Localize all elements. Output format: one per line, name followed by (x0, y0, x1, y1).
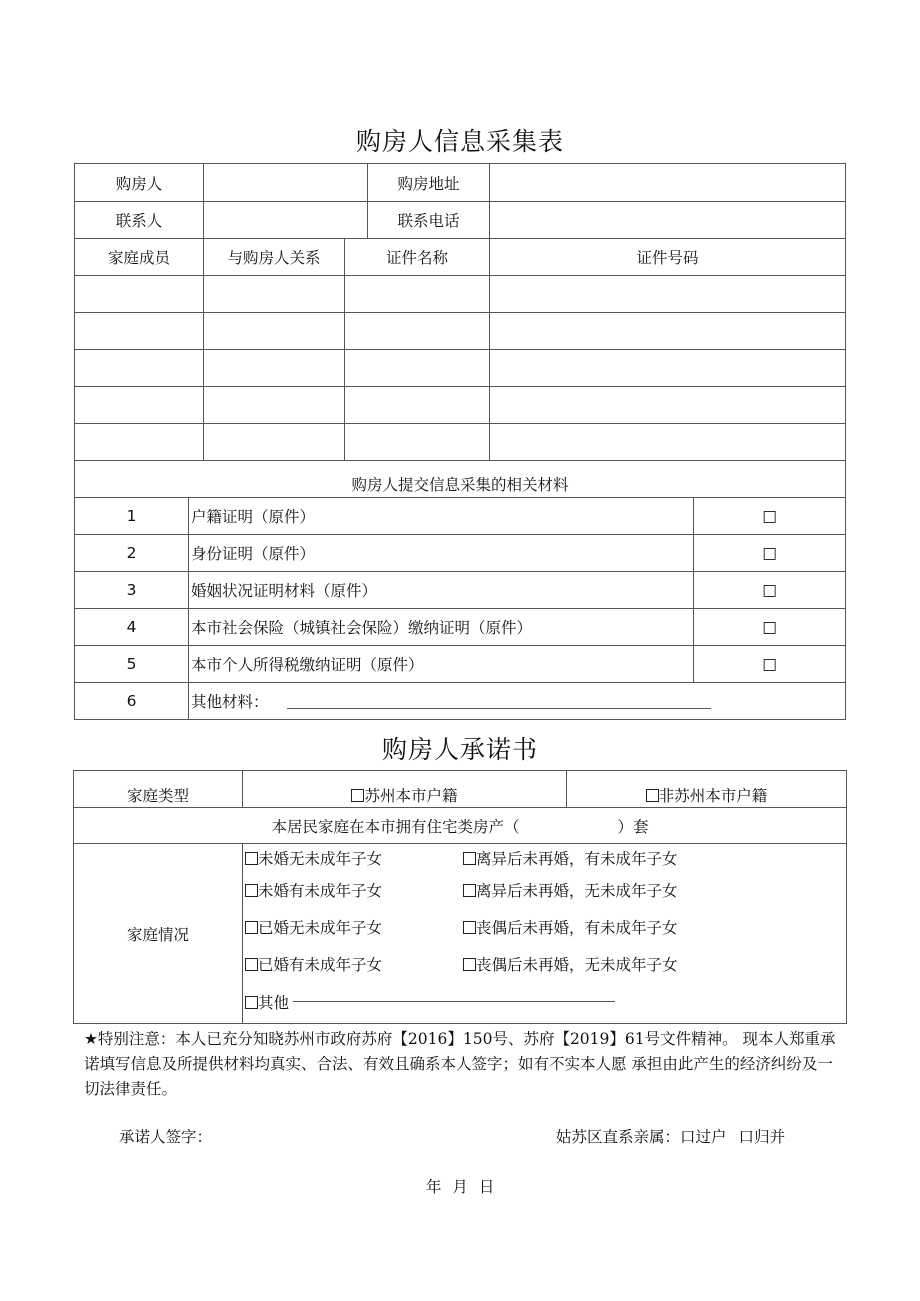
id-number-field[interactable] (490, 350, 846, 387)
situation-option[interactable]: 未婚无未成年子女 (245, 847, 463, 869)
family-situation-row (243, 871, 846, 908)
pledge-title: 购房人承诺书 (381, 735, 538, 764)
relatives-option-merge[interactable]: 口归并 (738, 1128, 786, 1146)
situation-option[interactable]: 已婚无未成年子女 (245, 916, 463, 938)
id-type-field[interactable] (345, 313, 490, 350)
checkbox-icon[interactable]: 口 (738, 1128, 755, 1146)
family-row (75, 350, 846, 387)
signature-label: 承诺人签字： (119, 1128, 213, 1146)
checkbox-icon[interactable]: 口 (680, 1128, 696, 1146)
contact-phone-field[interactable] (490, 202, 846, 239)
family-member-field[interactable] (75, 350, 204, 387)
materials-heading: 购房人提交信息采集的相关材料 (75, 461, 846, 498)
relatives-section (556, 1125, 785, 1147)
pledge-table (73, 770, 847, 1024)
family-situation-row (243, 946, 846, 983)
situation-other-input-line[interactable] (293, 1001, 615, 1002)
info-table (74, 163, 846, 720)
id-number-field[interactable] (490, 313, 846, 350)
material-checkbox[interactable]: □ (694, 646, 846, 683)
situation-option[interactable]: 丧偶后未再婚，有未成年子女 (463, 916, 678, 938)
family-member-field[interactable] (75, 313, 204, 350)
material-row (75, 535, 846, 572)
other-material-cell (189, 683, 846, 720)
material-label: 本市个人所得税缴纳证明（原件） (189, 646, 694, 683)
family-type-local-option[interactable]: 苏州本市户籍 (243, 771, 567, 808)
contact-label: 联系人 (75, 202, 204, 239)
other-material-number: 6 (75, 683, 189, 720)
family-row (75, 276, 846, 313)
other-material-label: 其他材料： (191, 693, 269, 711)
material-number: 1 (75, 498, 189, 535)
family-situation-row (243, 844, 846, 871)
situation-option-other[interactable]: 其他 (245, 991, 289, 1013)
family-situation-label: 家庭情况 (74, 844, 243, 1024)
family-type-nonlocal-option[interactable]: 非苏州本市户籍 (567, 771, 847, 808)
material-checkbox[interactable]: □ (694, 609, 846, 646)
relation-field[interactable] (204, 387, 345, 424)
family-type-label: 家庭类型 (74, 771, 243, 808)
checkbox-icon[interactable] (351, 789, 364, 802)
buyer-name-field[interactable] (204, 164, 368, 202)
other-material-row (75, 683, 846, 720)
material-label: 婚姻状况证明材料（原件） (189, 572, 694, 609)
material-label: 本市社会保险（城镇社会保险）缴纳证明（原件） (189, 609, 694, 646)
situation-option[interactable]: 已婚有未成年子女 (245, 953, 463, 975)
property-count-text-before: 本居民家庭在本市拥有住宅类房产（ (271, 817, 520, 836)
family-situation-row (243, 983, 846, 1020)
situation-option[interactable]: 丧偶后未再婚，无未成年子女 (463, 953, 678, 975)
notice-text: 特别注意：本人已充分知晓苏州市政府苏府【2016】150号、苏府【2019】61号文件精神。 现本人郑重承诺填写信息及所提供材料均真实、合法、有效且确系本人签字；如有不实本人愿 承担由此产生的经济纠纷及一切法律责任。 (84, 1030, 836, 1098)
star-icon: ★ (84, 1030, 98, 1048)
family-header-id-type: 证件名称 (345, 239, 490, 276)
relation-field[interactable] (204, 350, 345, 387)
contact-phone-label: 联系电话 (368, 202, 490, 239)
id-type-field[interactable] (345, 424, 490, 461)
family-member-field[interactable] (75, 387, 204, 424)
situation-option[interactable]: 未婚有未成年子女 (245, 879, 463, 901)
id-type-field[interactable] (345, 276, 490, 313)
buyer-address-label: 购房地址 (368, 164, 490, 202)
relation-field[interactable] (204, 276, 345, 313)
material-number: 4 (75, 609, 189, 646)
checkbox-icon[interactable] (245, 921, 258, 934)
material-number: 2 (75, 535, 189, 572)
checkbox-icon[interactable] (463, 958, 476, 971)
checkbox-icon[interactable] (463, 921, 476, 934)
family-situation-row (243, 908, 846, 945)
relation-field[interactable] (204, 424, 345, 461)
material-number: 3 (75, 572, 189, 609)
checkbox-icon[interactable] (245, 852, 258, 865)
property-count-row (74, 808, 847, 844)
id-type-field[interactable] (345, 350, 490, 387)
date-label: 年 月 日 (426, 1178, 495, 1196)
material-row (75, 498, 846, 535)
id-number-field[interactable] (490, 387, 846, 424)
family-row (75, 313, 846, 350)
material-checkbox[interactable]: □ (694, 498, 846, 535)
material-label: 身份证明（原件） (189, 535, 694, 572)
material-row (75, 646, 846, 683)
relatives-label: 姑苏区直系亲属： (556, 1128, 681, 1146)
family-row (75, 387, 846, 424)
material-label: 户籍证明（原件） (189, 498, 694, 535)
relatives-option-transfer[interactable]: 口过户 (680, 1128, 727, 1146)
buyer-address-field[interactable] (490, 164, 846, 202)
checkbox-icon[interactable] (646, 789, 659, 802)
family-member-field[interactable] (75, 276, 204, 313)
checkbox-icon[interactable] (463, 884, 476, 897)
material-row (75, 572, 846, 609)
form-title: 购房人信息采集表 (355, 127, 564, 156)
material-number: 5 (75, 646, 189, 683)
property-count-text-after: ）套 (617, 817, 649, 836)
family-header-member: 家庭成员 (75, 239, 204, 276)
checkbox-icon[interactable] (245, 958, 258, 971)
special-notice (84, 1027, 846, 1102)
id-number-field[interactable] (490, 276, 846, 313)
checkbox-icon[interactable] (245, 884, 258, 897)
material-checkbox[interactable]: □ (694, 572, 846, 609)
other-material-input-line[interactable] (287, 708, 711, 709)
relation-field[interactable] (204, 313, 345, 350)
family-member-field[interactable] (75, 424, 204, 461)
buyer-label: 购房人 (75, 164, 204, 202)
situation-option[interactable]: 离异后未再婚，无未成年子女 (463, 879, 678, 901)
checkbox-icon[interactable] (463, 852, 476, 865)
material-row (75, 609, 846, 646)
family-situation-options (243, 844, 847, 1024)
contact-name-field[interactable] (204, 202, 368, 239)
situation-option[interactable]: 离异后未再婚，有未成年子女 (463, 847, 678, 869)
family-header-id-number: 证件号码 (490, 239, 846, 276)
checkbox-icon[interactable] (245, 996, 258, 1009)
id-type-field[interactable] (345, 387, 490, 424)
family-row (75, 424, 846, 461)
material-checkbox[interactable]: □ (694, 535, 846, 572)
id-number-field[interactable] (490, 424, 846, 461)
family-header-relation: 与购房人关系 (204, 239, 345, 276)
